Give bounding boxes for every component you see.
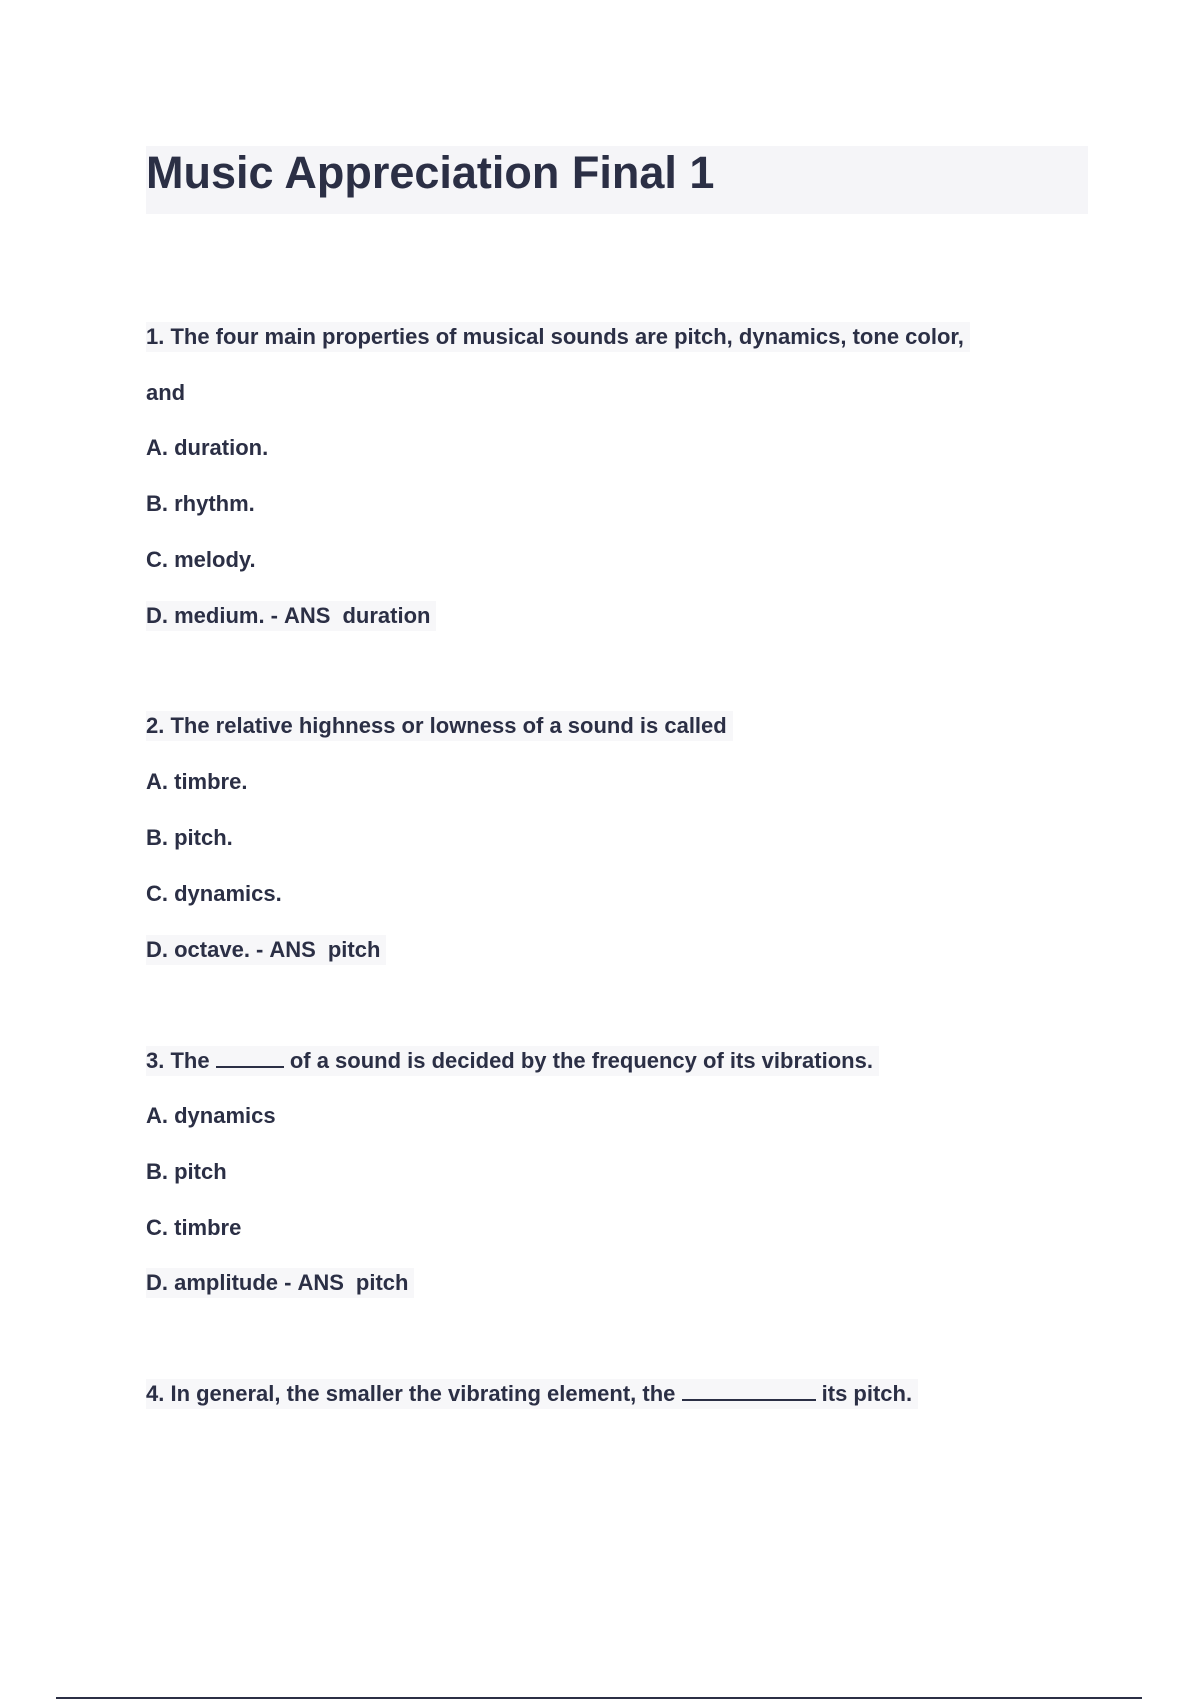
question-2-option-b: B. pitch. <box>146 825 233 850</box>
question-3-answer: pitch <box>355 1270 409 1295</box>
question-1-text: 1. The four main properties of musical sounds are pitch, dynamics, tone color, <box>146 322 970 352</box>
question-3-prefix: 3. The <box>146 1048 210 1073</box>
question-3-option-a: A. dynamics <box>146 1103 276 1128</box>
question-1-option-d: D. medium. - <box>146 603 279 628</box>
question-3-text <box>146 1046 879 1076</box>
question-3-option-c: C. timbre <box>146 1215 242 1240</box>
question-3-suffix: of a sound is decided by the frequency of its vibrations. <box>289 1048 873 1073</box>
page-bottom-rule <box>56 1697 1142 1699</box>
answer-label: ANS <box>297 1270 344 1295</box>
page-title: Music Appreciation Final 1 <box>146 147 715 198</box>
fill-in-blank <box>216 1048 284 1068</box>
question-3-option-d: D. amplitude - <box>146 1270 292 1295</box>
question-3-option-d-answer <box>146 1268 414 1298</box>
question-1-text-continued: and <box>146 380 186 405</box>
question-1-option-b: B. rhythm. <box>146 491 255 516</box>
question-2-option-c: C. dynamics. <box>146 881 282 906</box>
answer-label: ANS <box>269 937 316 962</box>
fill-in-blank <box>682 1381 816 1401</box>
question-1-option-d-answer <box>146 601 436 631</box>
question-4-suffix: its pitch. <box>821 1381 913 1406</box>
question-1-option-a: A. duration. <box>146 435 269 460</box>
question-2-option-d-answer <box>146 935 386 965</box>
answer-label: ANS <box>284 603 331 628</box>
question-1-answer: duration <box>342 603 431 628</box>
question-2-answer: pitch <box>327 937 381 962</box>
question-3-option-b: B. pitch <box>146 1159 227 1184</box>
question-2-text: 2. The relative highness or lowness of a sound is called <box>146 711 733 741</box>
question-1-option-c: C. melody. <box>146 547 256 572</box>
question-4-prefix: 4. In general, the smaller the vibrating element, the <box>146 1381 676 1406</box>
question-2-option-a: A. timbre. <box>146 769 248 794</box>
question-4-text <box>146 1379 918 1409</box>
question-2-option-d: D. octave. - <box>146 937 264 962</box>
